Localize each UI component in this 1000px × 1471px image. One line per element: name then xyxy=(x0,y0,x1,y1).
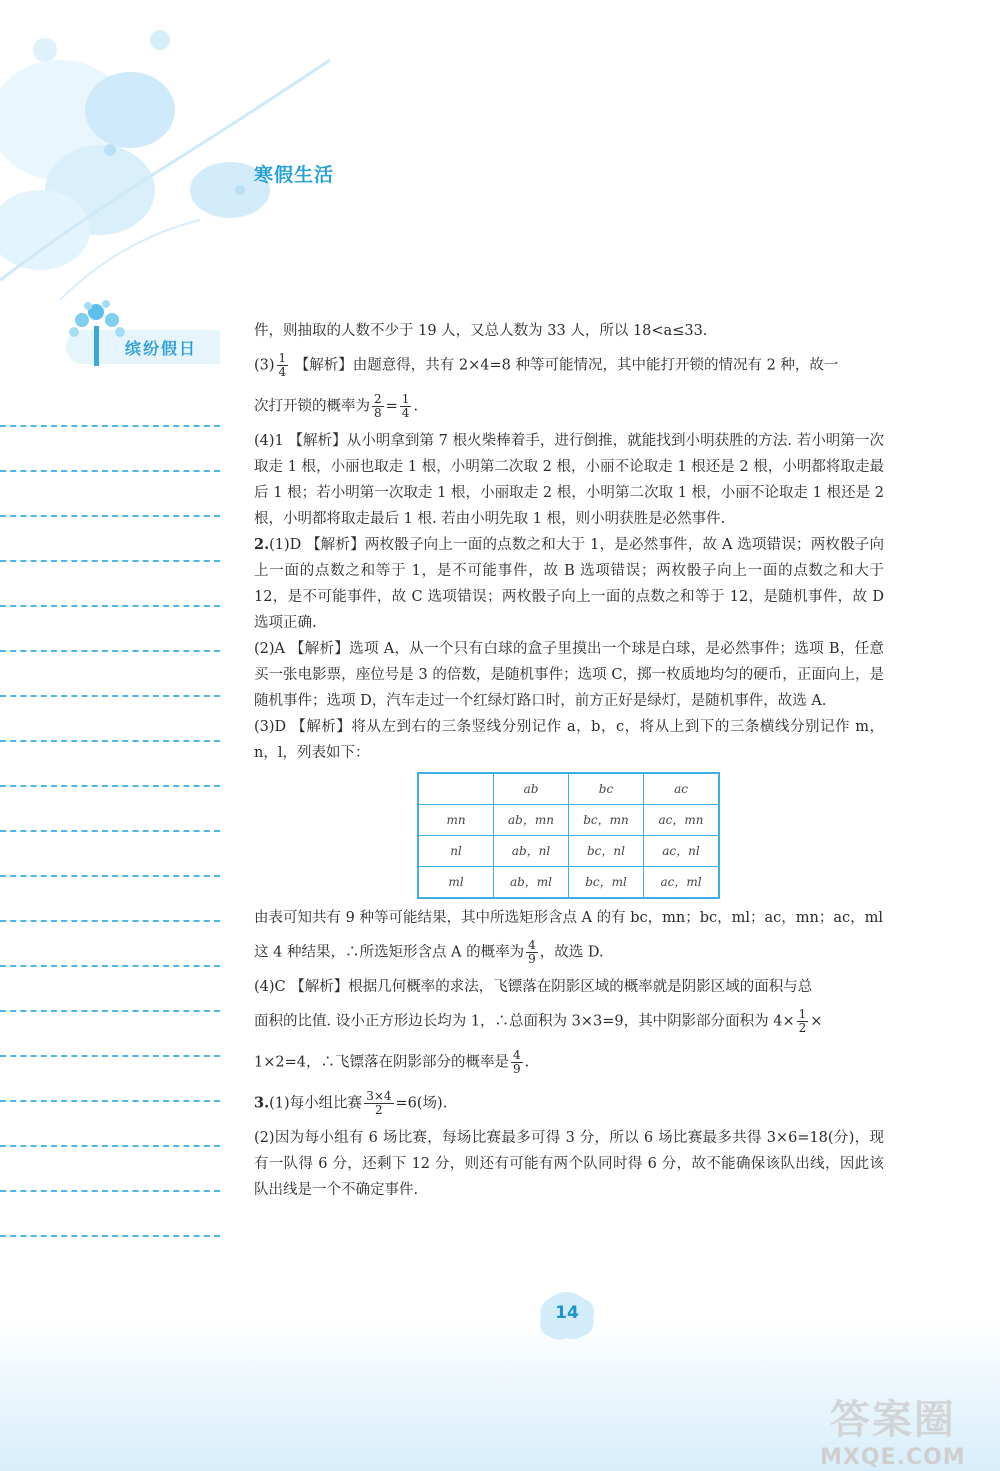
paragraph: (4)1 【解析】从小明拿到第 7 根火柴棒着手，进行倒推，就能找到小明获胜的方法. 若小明第一次取走 1 根，小丽也取走 1 根，小明第二次取 2 根，小丽不论取走 1 根还是 2 根，小明都将取走最后 1 根；若小明第一次取走 1 根，小丽取走 2 根，小明第二次取 1 根，小丽不论取走 1 根还是 2 根，小明都将取走最后 1 根. 若由小明先取 1 根，则小明获胜是必然事件. xyxy=(254,433,884,527)
note-line xyxy=(0,652,220,697)
paragraph: 由表可知共有 9 种等可能结果，其中所选矩形含点 A 的有 bc，mn；bc，ml；ac，mn；ac，ml xyxy=(254,910,884,926)
paragraph: 次打开锁的概率为 $\frac{2}{8}$ = $\frac{1}{4}$ . xyxy=(254,392,419,420)
table-cell: bc，mn xyxy=(569,805,644,836)
table-row xyxy=(418,836,719,867)
fraction: $\frac{1}{4}$ xyxy=(401,392,410,420)
note-line xyxy=(0,832,220,877)
question-number: 2. xyxy=(254,536,270,553)
paragraph: (3) $\frac{1}{4}$ 【解析】由题意得，共有 2×4=8 种等可能情况，其中能打开锁的情况有 2 种，故一 xyxy=(254,351,839,379)
paragraph: 面积的比值. 设小正方形边长均为 1，∴总面积为 3×3=9，其中阴影部分面积为 4× $\frac{1}{2}$ × xyxy=(254,1007,823,1035)
fraction: $\frac{1}{2}$ xyxy=(798,1007,807,1035)
fraction: $\frac{1}{4}$ xyxy=(278,351,287,379)
table-row xyxy=(418,867,719,899)
question-number: 3. xyxy=(254,1094,270,1112)
fraction: $\frac{2}{8}$ xyxy=(374,392,382,420)
table-cell xyxy=(418,773,494,805)
note-line xyxy=(0,787,220,832)
paragraph: (2)因为每小组有 6 场比赛，每场比赛最多可得 3 分，所以 6 场比赛最多共得 3×6=18(分)，现有一队得 6 分，还剩下 12 分，则还有可能有两个队同时得 6 分，故不能确保该队出线，因此该队出线是一个不确定事件. xyxy=(254,1130,884,1198)
note-line xyxy=(0,382,220,427)
floral-background-decoration xyxy=(0,0,420,300)
table-cell: mn xyxy=(418,805,494,836)
note-line xyxy=(0,472,220,517)
note-line xyxy=(0,697,220,742)
paragraph: 3.(1)每小组比赛 $\frac{3\times 4}{2}$ =6(场). xyxy=(254,1089,448,1117)
table-header-row xyxy=(418,773,719,805)
table-cell: bc，nl xyxy=(569,836,644,867)
watermark xyxy=(820,1388,966,1470)
sidebar-note-lines xyxy=(0,382,230,1237)
table-cell: bc xyxy=(569,773,644,805)
paragraph: 1×2=4，∴飞镖落在阴影部分的概率是 $\frac{4}{9}$ . xyxy=(254,1048,530,1076)
table-row xyxy=(418,805,719,836)
watermark-logo: 答案圈 xyxy=(829,1397,956,1443)
table-cell: nl xyxy=(418,836,494,867)
tree-icon xyxy=(66,298,130,368)
paragraph: 件，则抽取的人数不少于 19 人，又总人数为 33 人，所以 18<a≤33. xyxy=(254,323,708,339)
table-cell: ab xyxy=(494,773,569,805)
watermark-url: MXQE.COM xyxy=(820,1445,966,1470)
table-cell: ab，ml xyxy=(494,867,569,899)
paragraph: 2.(1)D 【解析】两枚骰子向上一面的点数之和大于 1，是必然事件，故 A 选项错误；两枚骰子向上一面的点数之和等于 1，是不可能事件，故 B 选项错误；两枚骰子向上一面的点数之和大于 12，是不可能事件，故 C 选项错误；两枚骰子向上一面的点数之和等于 12，是随机事件，故 D 选项正确. xyxy=(254,536,884,631)
fraction: $\frac{3\times 4}{2}$ xyxy=(366,1089,392,1117)
note-line xyxy=(0,1102,220,1147)
note-line xyxy=(0,427,220,472)
table-cell: ab，nl xyxy=(494,836,569,867)
table-cell: ac xyxy=(644,773,720,805)
page-number: 14 xyxy=(555,1303,579,1323)
note-line xyxy=(0,1012,220,1057)
note-line xyxy=(0,1147,220,1192)
table-cell: ac，nl xyxy=(644,836,720,867)
table-cell: ml xyxy=(418,867,494,899)
note-line xyxy=(0,562,220,607)
note-line xyxy=(0,1057,220,1102)
paragraph: (3)D 【解析】将从左到右的三条竖线分别记作 a，b，c，将从上到下的三条横线分别记作 m，n，l，列表如下： xyxy=(254,719,884,761)
paragraph: (4)C 【解析】根据几何概率的求法，飞镖落在阴影区域的概率就是阴影区域的面积与总 xyxy=(254,979,813,995)
table-cell: bc，ml xyxy=(569,867,644,899)
fraction: $\frac{4}{9}$ xyxy=(528,938,536,966)
note-line xyxy=(0,517,220,562)
note-line xyxy=(0,877,220,922)
table-cell: ac，mn xyxy=(644,805,720,836)
note-line xyxy=(0,967,220,1012)
note-line xyxy=(0,607,220,652)
paragraph: (2)A 【解析】选项 A，从一个只有白球的盒子里摸出一个球是白球，是必然事件；选项 B，任意买一张电影票，座位号是 3 的倍数，是随机事件；选项 C，掷一枚质地均匀的硬币，正面向上，是随机事件；选项 D，汽车走过一个红绿灯路口时，前方正好是绿灯，是随机事件，故选 A. xyxy=(254,641,884,709)
note-line xyxy=(0,922,220,967)
fraction: $\frac{4}{9}$ xyxy=(512,1048,521,1076)
note-line xyxy=(0,742,220,787)
table-cell: ab，mn xyxy=(494,805,569,836)
note-line xyxy=(0,1192,220,1237)
answer-content xyxy=(254,318,884,1203)
outcome-table xyxy=(417,772,720,899)
header-title: 寒假生活 xyxy=(254,164,335,186)
table-cell: ac，ml xyxy=(644,867,720,899)
paragraph: 这 4 种结果，∴所选矩形含点 A 的概率为 $\frac{4}{9}$ ，故选 D. xyxy=(254,938,604,966)
sidebar-label: 缤纷假日 xyxy=(125,339,198,358)
